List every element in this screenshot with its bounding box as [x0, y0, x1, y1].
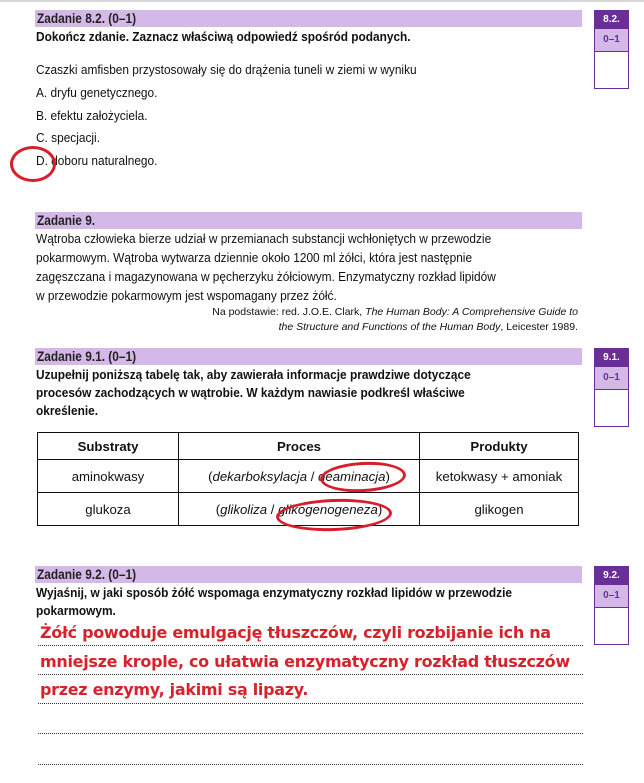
option-text: efektu założyciela.	[50, 108, 148, 123]
score-number: 9.1.	[595, 349, 628, 367]
paragraph-text: Wątroba człowieka bierze udział w przemianach substancji wchłoniętych w przewodzie	[36, 231, 492, 246]
page-top-border	[0, 0, 644, 2]
process-option-a[interactable]: glikoliza	[220, 501, 268, 517]
task-9-paragraph-line	[36, 229, 542, 248]
task-8-2-instruction	[36, 27, 452, 46]
task-9-paragraph-line	[36, 248, 521, 267]
substrate-cell: aminokwasy	[38, 460, 179, 493]
task-9-2-instruction-line	[36, 601, 125, 620]
paragraph-text: w przewodzie pokarmowym jest wspomagany przez żółć.	[36, 288, 337, 303]
instruction-text: procesów zachodzących w wątrobie. W każdym nawiasie podkreśl właściwe	[36, 385, 465, 400]
task-9-2-header-text: Zadanie 9.2. (0–1)	[37, 567, 137, 582]
source-line-1	[212, 305, 578, 320]
answer-dotted-line	[38, 703, 583, 704]
score-number: 8.2.	[595, 11, 628, 29]
instruction-text: Wyjaśnij, w jaki sposób żółć wspomaga enzymatyczny rozkład lipidów w przewodzie	[36, 585, 512, 600]
paren: (	[208, 468, 213, 484]
column-header-substrates: Substraty	[38, 433, 179, 460]
score-points: 0–1	[595, 367, 628, 390]
column-header-products: Produkty	[420, 433, 579, 460]
score-box-9-2	[594, 566, 629, 645]
stem-text: Czaszki amfisben przystosowały się do drążenia tuneli w ziemi w wyniku	[36, 62, 417, 77]
answer-dotted-line	[38, 733, 583, 734]
task-9-1-header-text: Zadanie 9.1. (0–1)	[37, 349, 137, 364]
option-b[interactable]	[36, 106, 160, 125]
task-9-2-instruction-line	[36, 583, 565, 602]
handwritten-answer-line[interactable]: mniejsze krople, co ułatwia enzymatyczny rozkład tłuszczów	[40, 652, 570, 671]
separator: /	[267, 501, 279, 517]
table-header-row	[38, 433, 579, 460]
option-a[interactable]	[36, 83, 171, 102]
option-text: specjacji.	[51, 130, 100, 145]
task-8-2-header-text: Zadanie 8.2. (0–1)	[37, 11, 137, 26]
score-points: 0–1	[595, 585, 628, 608]
instruction-text: pokarmowym.	[36, 603, 116, 618]
substrate-cell: glukoza	[38, 493, 179, 526]
process-option-b[interactable]: deaminacja	[318, 468, 386, 484]
product-cell: glikogen	[420, 493, 579, 526]
source-suffix: , Leicester 1989.	[500, 321, 578, 333]
option-text: doboru naturalnego.	[51, 153, 158, 168]
score-number: 9.2.	[595, 567, 628, 585]
score-box-8-2	[594, 10, 629, 89]
option-text: dryfu genetycznego.	[50, 85, 158, 100]
task-9-paragraph-line	[36, 267, 547, 286]
task-8-2-stem	[36, 60, 459, 79]
task-8-2-header	[35, 10, 582, 27]
option-letter: D.	[36, 153, 48, 168]
option-c[interactable]	[36, 128, 107, 147]
score-points: 0–1	[595, 29, 628, 52]
paragraph-text: zagęszczana i magazynowana w pęcherzyku żółciowym. Enzymatyczny rozkład lipidów	[36, 269, 496, 284]
separator: /	[307, 468, 319, 484]
task-9-2-header	[35, 566, 582, 583]
source-prefix: Na podstawie: red. J.O.E. Clark,	[212, 306, 366, 318]
process-option-b[interactable]: glikogenogeneza	[278, 501, 378, 517]
instruction-text: Dokończ zdanie. Zaznacz właściwą odpowiedź spośród podanych.	[36, 29, 411, 44]
answer-dotted-line	[38, 674, 583, 675]
answer-dotted-line	[38, 645, 583, 646]
source-citation	[212, 305, 578, 335]
source-title: The Human Body: A Comprehensive Guide to	[365, 306, 578, 318]
source-title: the Structure and Functions of the Human Body	[278, 321, 501, 333]
task-9-1-instruction-line	[36, 365, 519, 384]
option-letter: B.	[36, 108, 48, 123]
product-cell: ketokwasy + amoniak	[420, 460, 579, 493]
task-9-header-text: Zadanie 9.	[37, 213, 96, 228]
answer-circle-mark-d	[10, 146, 56, 182]
score-box-9-1	[594, 348, 629, 427]
score-entry-box[interactable]	[595, 52, 628, 88]
handwritten-answer-line[interactable]: Żółć powoduje emulgację tłuszczów, czyli rozbijanie ich na	[40, 623, 551, 642]
table-row	[38, 460, 579, 493]
paren: )	[385, 468, 390, 484]
process-option-a[interactable]: dekarboksylacja	[212, 468, 308, 484]
answer-dotted-line	[38, 764, 583, 765]
instruction-text: Uzupełnij poniższą tabelę tak, aby zawierała informacje prawdziwe dotyczące	[36, 367, 471, 382]
paragraph-text: pokarmowym. Wątroba wytwarza dziennie około 1200 ml żółci, która jest następnie	[36, 250, 473, 265]
score-entry-box[interactable]	[595, 608, 628, 644]
option-d[interactable]	[36, 151, 171, 170]
task-9-1-instruction-line	[36, 383, 512, 402]
task-9-1-header	[35, 348, 582, 365]
paren: )	[377, 501, 383, 517]
option-letter: A.	[36, 85, 48, 100]
task-9-1-instruction-line	[36, 401, 105, 420]
column-header-process: Proces	[179, 433, 420, 460]
handwritten-answer-line[interactable]: przez enzymy, jakimi są lipazy.	[40, 680, 309, 699]
task-9-paragraph-line	[36, 286, 370, 305]
instruction-text: określenie.	[36, 403, 99, 418]
paren: (	[215, 501, 221, 517]
score-entry-box[interactable]	[595, 390, 628, 426]
task-9-header	[35, 212, 582, 229]
option-letter: C.	[36, 130, 48, 145]
source-line-2	[212, 320, 578, 335]
